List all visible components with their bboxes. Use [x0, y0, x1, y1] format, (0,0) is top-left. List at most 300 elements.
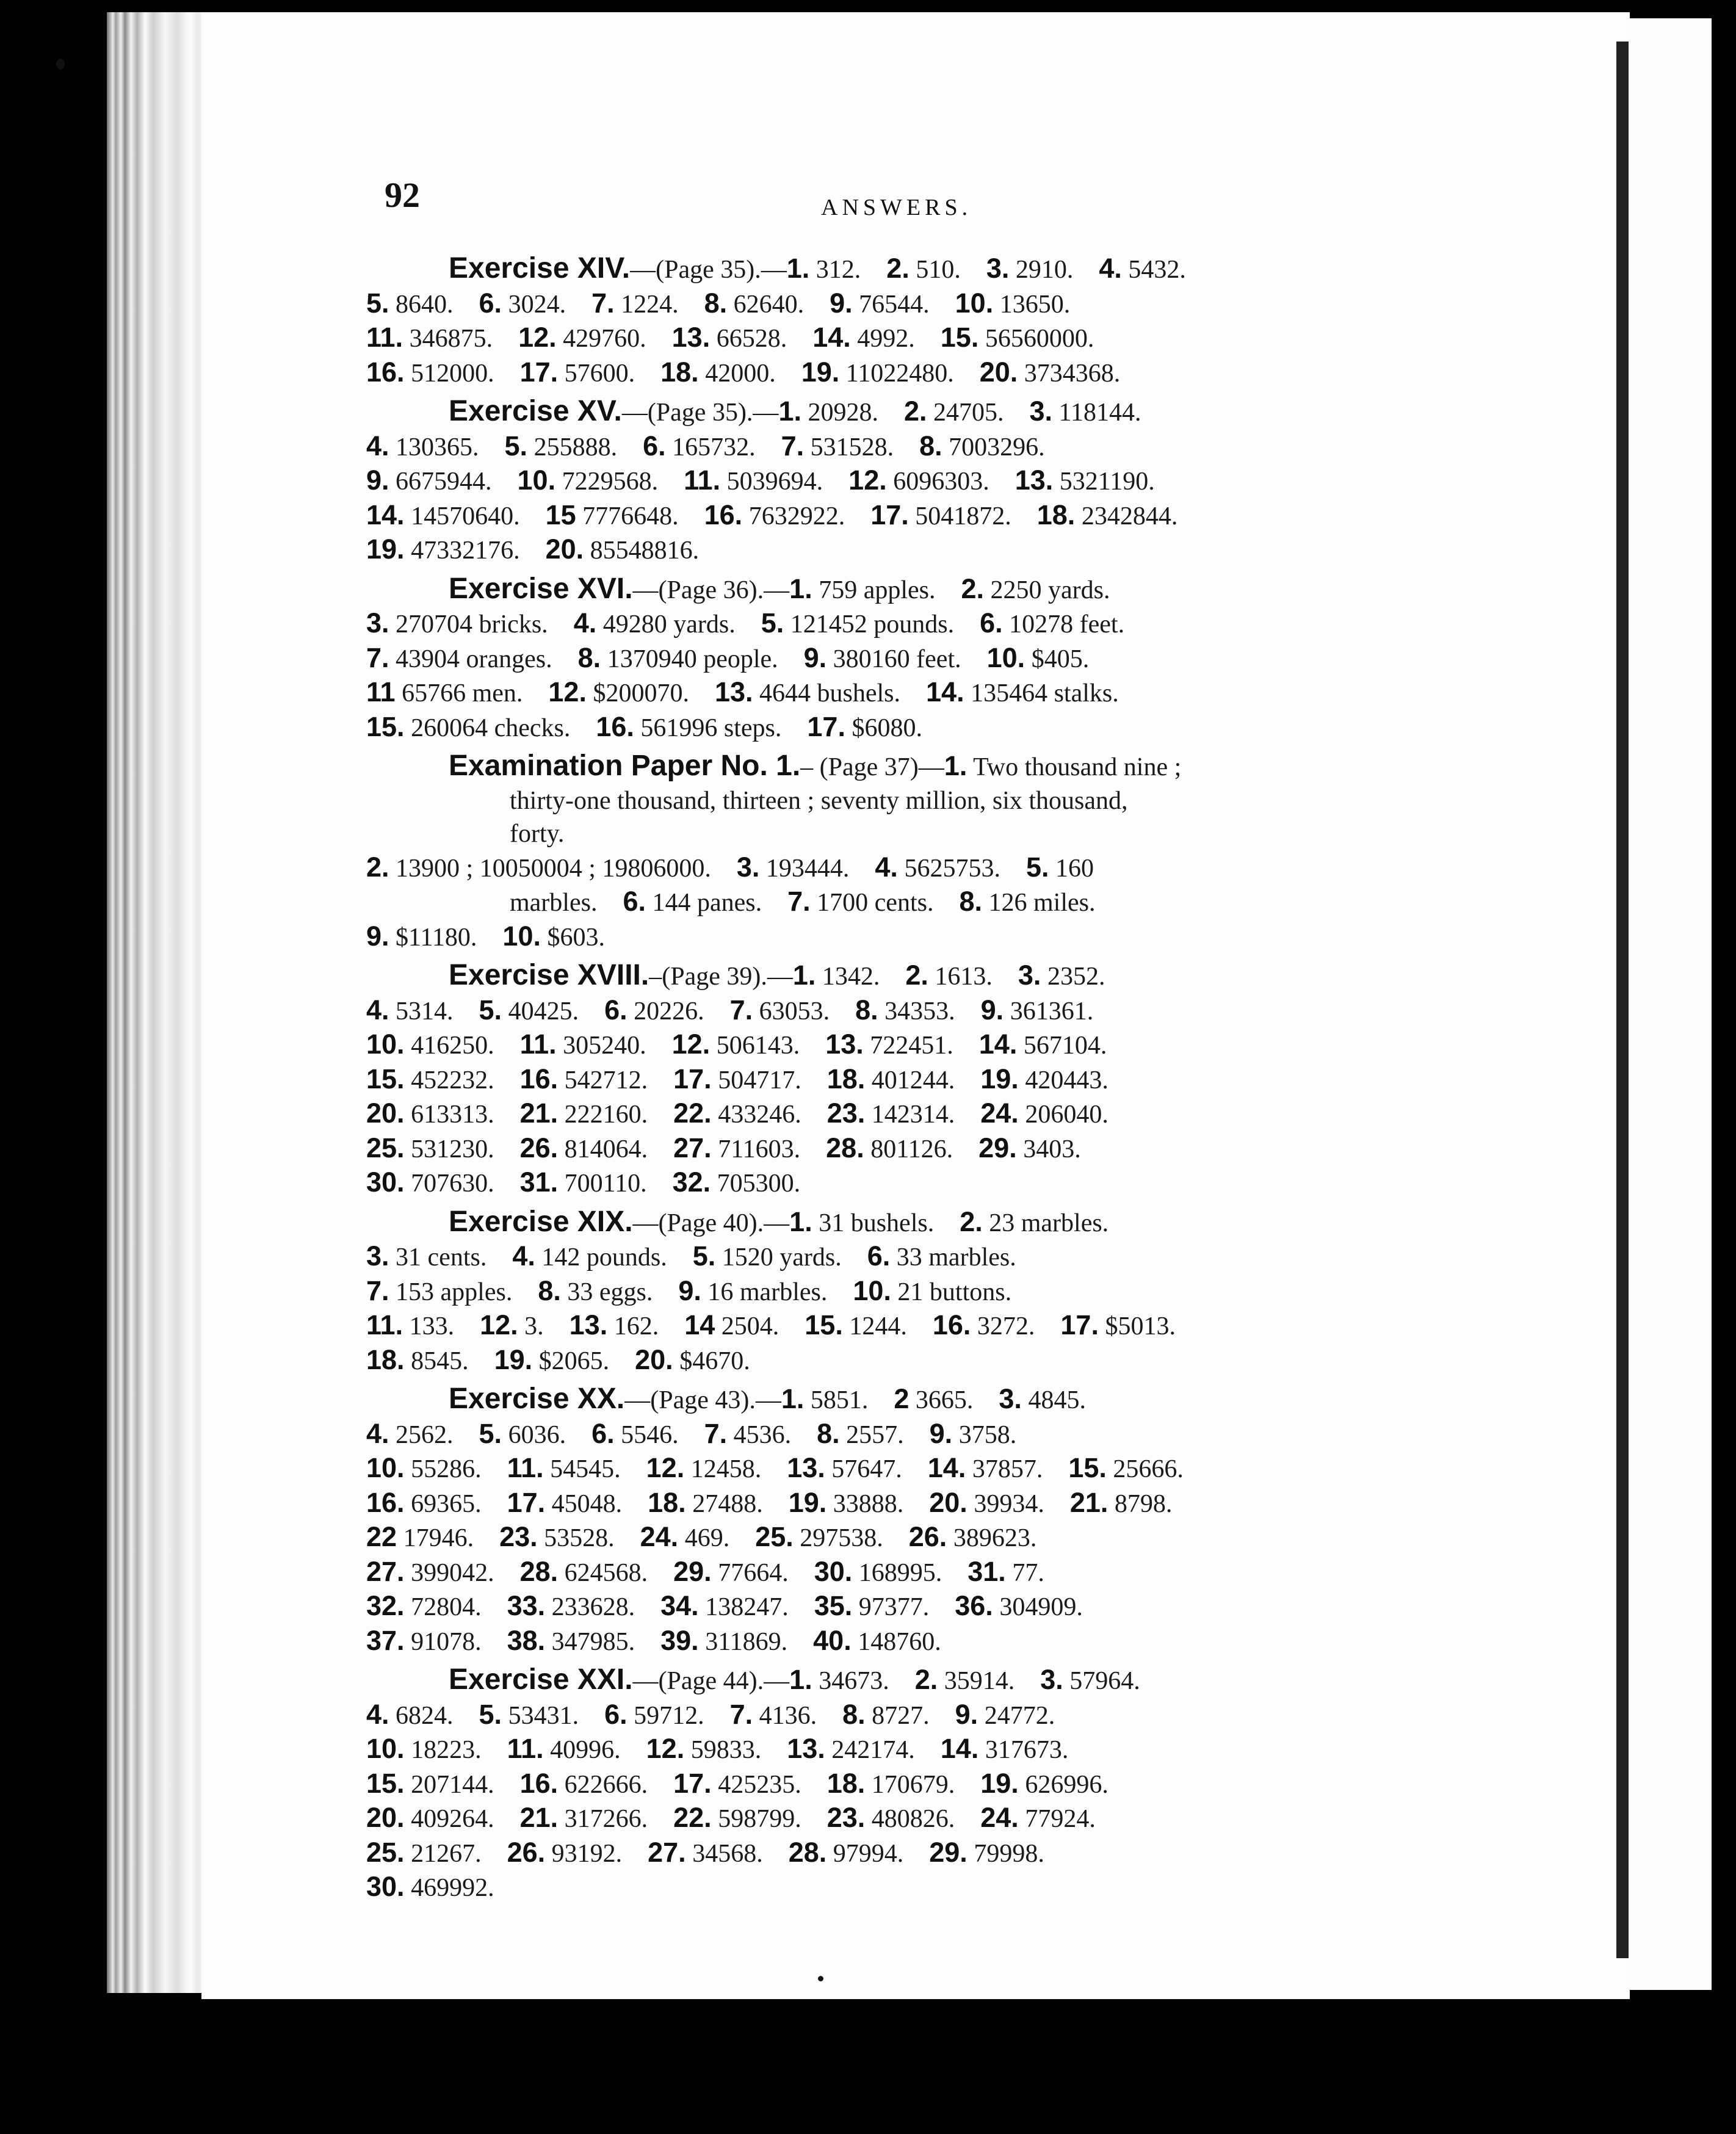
answer-value: 207144. [411, 1770, 494, 1799]
answer-value: 138247. [705, 1593, 789, 1621]
answer-value: 5546. [621, 1420, 679, 1449]
answer-value: 25666. [1113, 1455, 1184, 1483]
answer-number: 9. [830, 287, 853, 319]
answer-value: 165732. [672, 433, 756, 461]
page-reference: —(Page 35).— [621, 399, 779, 427]
exercise-section [366, 959, 1502, 1201]
exercise-title: Exercise XVIII. [449, 959, 649, 991]
answer-line [366, 1555, 1502, 1590]
answer-number: 20. [635, 1344, 673, 1375]
answer-value: 93192. [551, 1839, 623, 1868]
answer-number: 16. [366, 356, 405, 388]
answer-number: 18. [826, 1063, 866, 1094]
answer-value: $6080. [852, 714, 922, 742]
answer-value: 705300. [717, 1170, 801, 1198]
answer-line [366, 750, 1502, 784]
answer-number: 3. [366, 1240, 389, 1271]
answer-value: 2910. [1015, 256, 1074, 284]
answer-number: 9. [929, 1417, 953, 1449]
answer-number: 15. [805, 1309, 843, 1340]
answer-value: 97377. [858, 1593, 930, 1621]
answer-value: 801126. [870, 1135, 953, 1163]
answer-value: 6036. [508, 1420, 566, 1449]
answer-value: 11022480. [845, 359, 954, 388]
answer-value: 1342. [822, 963, 880, 991]
answer-number: 26. [519, 1132, 559, 1163]
answer-line [366, 1836, 1502, 1871]
answer-number: 2. [905, 960, 928, 991]
answer-value: 16 marbles. [707, 1278, 828, 1306]
answer-number: 20. [366, 1098, 405, 1129]
answer-line [366, 676, 1502, 711]
answer-number: 5. [479, 1698, 502, 1730]
answer-value: 317266. [564, 1805, 648, 1833]
answer-value: 4992. [857, 325, 915, 353]
answer-number: 19. [980, 1063, 1019, 1094]
answer-value: 361361. [1010, 997, 1094, 1025]
answer-line [366, 1028, 1502, 1063]
answer-number: 11 [366, 676, 396, 707]
answer-number: 20. [929, 1486, 967, 1518]
answers-content [366, 247, 1502, 1905]
answer-value: 469992. [411, 1874, 494, 1902]
exercise-title: Exercise XXI. [449, 1663, 633, 1696]
answer-value: 153 apples. [396, 1278, 513, 1306]
answer-number: 29. [673, 1555, 712, 1587]
answer-value: 8798. [1114, 1489, 1173, 1518]
answer-line [366, 1767, 1502, 1802]
answer-number: 13. [825, 1029, 864, 1060]
answer-value: 317673. [985, 1736, 1069, 1764]
answer-value: 160 [1055, 854, 1094, 883]
answer-number: 6. [591, 1417, 615, 1449]
answer-line [366, 356, 1502, 391]
answer-value: 57964. [1069, 1667, 1140, 1695]
answer-value: $5013. [1105, 1312, 1176, 1340]
answer-value: 133. [409, 1312, 455, 1340]
answer-line [366, 1698, 1502, 1733]
answer-number: 7. [704, 1417, 728, 1449]
answer-line [366, 994, 1502, 1029]
answer-value: 42000. [705, 359, 776, 388]
answer-value: 542712. [564, 1066, 648, 1094]
answer-number: 10. [366, 1029, 405, 1060]
answer-number: 13. [714, 676, 753, 707]
answer-number: 6. [604, 994, 627, 1025]
answer-value: 40425. [508, 997, 579, 1025]
answer-number: 16. [932, 1309, 971, 1340]
answer-line [366, 1383, 1502, 1417]
answer-number: 16. [366, 1486, 405, 1518]
answer-value: 3. [524, 1312, 544, 1340]
answer-value: 31 bushels. [819, 1209, 935, 1237]
answer-line [366, 1097, 1502, 1132]
answer-value: 7003296. [949, 433, 1045, 461]
answer-number: 21. [519, 1098, 559, 1129]
answer-number: 31. [967, 1555, 1006, 1587]
answer-value: 504717. [718, 1066, 801, 1094]
answer-value: 3665. [915, 1386, 974, 1414]
answer-value: 260064 checks. [411, 714, 571, 742]
answer-value: 55286. [411, 1455, 482, 1483]
answer-value: 255888. [533, 433, 618, 461]
answer-value: $405. [1031, 645, 1090, 673]
answer-number: 14. [978, 1029, 1018, 1060]
answer-value: 162. [613, 1312, 659, 1340]
answer-value: 425235. [718, 1770, 801, 1799]
answer-number: 15. [366, 711, 405, 742]
answer-value: 24772. [984, 1701, 1055, 1730]
answer-value: 512000. [411, 359, 494, 388]
answer-number: 17. [673, 1767, 712, 1799]
answer-number: 5. [366, 287, 389, 319]
answer-number: 25. [366, 1132, 405, 1163]
answer-number: 22 [366, 1521, 397, 1552]
answer-value: 4136. [759, 1701, 817, 1730]
answer-value: 18223. [411, 1736, 482, 1764]
answer-number: 30. [366, 1166, 405, 1198]
answer-value: 65766 men. [402, 679, 523, 707]
answer-value: 126 miles. [988, 889, 1096, 917]
answer-value: 13900 ; 10050004 ; 19806000. [396, 854, 711, 883]
answer-number: 9. [803, 642, 827, 673]
answer-value: 77924. [1025, 1805, 1096, 1833]
answer-number: 12. [548, 676, 587, 707]
answer-value: 561996 steps. [640, 714, 782, 742]
answer-value: 7776648. [582, 502, 679, 530]
answer-number: 24. [640, 1521, 679, 1552]
answer-number: 35. [814, 1590, 853, 1621]
answer-value: 57600. [564, 359, 635, 388]
answer-value: 346875. [409, 325, 493, 353]
answer-value: 14570640. [411, 502, 520, 530]
answer-number: 3. [1040, 1664, 1063, 1695]
answer-number: 2. [960, 1206, 983, 1237]
answer-value: 2250 yards. [990, 576, 1110, 604]
answer-number: 5. [761, 607, 784, 638]
answer-number: 11. [519, 1029, 557, 1060]
answer-value: 2504. [721, 1312, 779, 1340]
answer-number: 13. [1014, 465, 1054, 496]
answer-value: 24705. [933, 399, 1004, 427]
answer-number: 37. [366, 1624, 405, 1656]
answer-value: 814064. [564, 1135, 648, 1163]
answer-value: 56560000. [985, 325, 1094, 353]
answer-number: 15. [366, 1063, 405, 1094]
answer-number: 12. [671, 1029, 711, 1060]
answer-value: 1613. [935, 963, 993, 991]
answer-line [366, 1063, 1502, 1098]
answer-number: 6. [479, 287, 502, 319]
answer-number: 4. [512, 1240, 535, 1271]
answer-value: 420443. [1025, 1066, 1109, 1094]
answer-number: 4. [875, 851, 898, 883]
answer-line [366, 1275, 1502, 1309]
answer-number: 8. [919, 430, 942, 461]
answer-number: 1. [781, 1383, 805, 1414]
answer-value: 233628. [551, 1593, 635, 1621]
page-reference: —(Page 43).— [624, 1386, 781, 1414]
answer-number: 19. [801, 356, 840, 388]
answer-number: 14 [684, 1309, 715, 1340]
answer-line [366, 464, 1502, 499]
answer-value: 531528. [810, 433, 894, 461]
answer-value: 27488. [692, 1489, 763, 1518]
answer-number: 11. [366, 322, 403, 353]
answer-value: 5432. [1128, 256, 1186, 284]
answer-value: $11180. [396, 923, 477, 952]
answer-number: 7. [591, 287, 615, 319]
answer-number: 15. [1068, 1452, 1107, 1483]
page-reference: – (Page 37)— [800, 753, 944, 781]
answer-value: 305240. [563, 1032, 646, 1060]
answer-number: 16. [704, 499, 743, 530]
answer-value: 1520 yards. [722, 1243, 842, 1271]
answer-number: 18. [366, 1344, 405, 1375]
answer-value: 1224. [621, 290, 679, 319]
answer-number: 1. [792, 960, 816, 991]
answer-value: 8545. [411, 1347, 469, 1375]
answer-number: 14. [927, 1452, 966, 1483]
answer-value: Two thousand nine ; [973, 753, 1182, 781]
answer-line [366, 499, 1502, 534]
answer-number: 7. [729, 994, 753, 1025]
answer-number: 6. [867, 1240, 891, 1271]
answer-number: 12. [646, 1452, 685, 1483]
answer-value: 168995. [858, 1558, 942, 1587]
answer-number: 12. [480, 1309, 518, 1340]
answer-value: 20226. [634, 997, 704, 1025]
answer-number: 10. [955, 287, 994, 319]
answer-value: 5039694. [726, 468, 823, 496]
answer-value: 8727. [872, 1701, 930, 1730]
answer-number: 8. [959, 886, 982, 917]
answer-number: 21. [519, 1802, 559, 1833]
answer-value: 312. [816, 256, 861, 284]
answer-value: 506143. [716, 1032, 800, 1060]
answer-value: 13650. [999, 290, 1071, 319]
answer-number: 3. [736, 851, 760, 883]
answer-number: 7. [781, 430, 805, 461]
answer-line [366, 607, 1502, 642]
answer-value: marbles. [510, 889, 598, 917]
answer-value: 66528. [716, 325, 787, 353]
answer-line [366, 1417, 1502, 1452]
answer-value: 3024. [508, 290, 566, 319]
answer-number: 6. [623, 886, 646, 917]
answer-value: 21267. [411, 1839, 482, 1868]
answer-value: 37857. [972, 1455, 1043, 1483]
answer-number: 22. [673, 1802, 712, 1833]
answer-number: 11. [507, 1733, 544, 1764]
answer-number: 2. [914, 1664, 938, 1695]
answer-number: 9. [366, 465, 389, 496]
answer-number: 4. [1099, 253, 1122, 284]
answer-number: 28. [826, 1132, 864, 1163]
page-reference: —(Page 35).— [630, 256, 787, 284]
answer-line [366, 851, 1502, 886]
answer-value: 707630. [411, 1170, 494, 1198]
answer-line [366, 817, 1502, 851]
answer-value: 135464 stalks. [971, 679, 1119, 707]
answer-value: 626996. [1025, 1770, 1109, 1799]
answer-value: 6675944. [396, 468, 492, 496]
answer-number: 25. [755, 1521, 794, 1552]
answer-number: 24. [980, 1098, 1019, 1129]
answer-value: 4845. [1028, 1386, 1086, 1414]
answer-number: 3. [1018, 960, 1041, 991]
answer-line [366, 1452, 1502, 1486]
answer-number: 5. [1025, 851, 1049, 883]
answer-value: 389623. [953, 1524, 1037, 1552]
answer-line [366, 321, 1502, 356]
answer-value: 2557. [846, 1420, 904, 1449]
answer-value: 5314. [396, 997, 454, 1025]
answer-number: 7. [366, 642, 389, 673]
answer-value: 144 panes. [652, 889, 762, 917]
answer-value: 206040. [1025, 1101, 1109, 1129]
exercise-section [366, 1383, 1502, 1658]
answer-number: 11. [684, 465, 721, 496]
answer-value: 57647. [831, 1455, 902, 1483]
answer-number: 24. [980, 1802, 1019, 1833]
answer-number: 4. [366, 994, 389, 1025]
answer-value: 72804. [411, 1593, 482, 1621]
answer-value: 77. [1012, 1558, 1044, 1587]
answer-value: 7229568. [562, 468, 659, 496]
answer-value: 85548816. [590, 537, 700, 565]
answer-value: 45048. [551, 1489, 623, 1518]
answer-value: 3403. [1023, 1135, 1081, 1163]
answer-value: 3758. [958, 1420, 1017, 1449]
answer-line [366, 1732, 1502, 1767]
answer-number: 1. [789, 1206, 812, 1237]
answer-number: 11. [366, 1309, 403, 1340]
answer-number: 29. [978, 1132, 1017, 1163]
answer-value: 510. [916, 256, 961, 284]
answer-value: 76544. [859, 290, 930, 319]
exercise-title: Exercise XX. [449, 1383, 625, 1415]
answer-value: 20928. [808, 399, 878, 427]
answer-number: 11. [507, 1452, 544, 1483]
answer-number: 30. [366, 1871, 405, 1902]
answer-number: 3. [986, 253, 1010, 284]
answer-number: 14. [366, 499, 405, 530]
answer-number: 8. [538, 1275, 561, 1306]
page-number: 92 [385, 175, 420, 215]
gutter-shadow [1616, 42, 1629, 1958]
answer-number: 1. [944, 750, 967, 781]
answer-number: 23. [499, 1521, 538, 1552]
answer-value: 118144. [1058, 399, 1141, 427]
answer-number: 8. [842, 1698, 866, 1730]
answer-line [366, 1166, 1502, 1201]
page-reference: –(Page 39).— [649, 963, 793, 991]
answer-number: 5. [504, 430, 528, 461]
answer-value: 53431. [508, 1701, 579, 1730]
answer-line [366, 784, 1502, 818]
answer-value: 33 marbles. [896, 1243, 1016, 1271]
page-reference: —(Page 40).— [632, 1209, 790, 1237]
answer-line [366, 959, 1502, 994]
answer-value: 53528. [544, 1524, 615, 1552]
answer-value: $2065. [538, 1347, 610, 1375]
answer-line [366, 1240, 1502, 1275]
answer-number: 22. [673, 1098, 712, 1129]
answer-value: 624568. [564, 1558, 648, 1587]
answer-number: 38. [507, 1624, 546, 1656]
answer-line [366, 1309, 1502, 1344]
answer-number: 1. [786, 253, 810, 284]
answer-value: 242174. [831, 1736, 915, 1764]
answer-number: 5. [692, 1240, 716, 1271]
answer-value: 416250. [411, 1032, 494, 1060]
answer-value: $603. [547, 923, 605, 952]
answer-number: 18. [1036, 499, 1076, 530]
answer-line [366, 1486, 1502, 1521]
answer-value: 1370940 people. [607, 645, 778, 673]
answer-number: 4. [366, 1698, 389, 1730]
answer-number: 10. [366, 1452, 405, 1483]
answer-number: 19. [494, 1344, 533, 1375]
answer-value: 409264. [411, 1805, 494, 1833]
answer-number: 9. [678, 1275, 701, 1306]
answer-number: 5. [479, 994, 502, 1025]
answer-value: 2342844. [1081, 502, 1178, 530]
answer-value: 21 buttons. [897, 1278, 1012, 1306]
answer-value: 54545. [550, 1455, 621, 1483]
answer-line [366, 711, 1502, 745]
answer-number: 6. [643, 430, 666, 461]
answer-number: 17. [673, 1063, 712, 1094]
answer-number: 8. [704, 287, 728, 319]
answer-number: 26. [908, 1521, 947, 1552]
exercise-section [366, 750, 1502, 954]
answer-number: 10. [502, 920, 541, 952]
answer-number: 1. [789, 1664, 812, 1695]
answer-number: 14. [926, 676, 964, 707]
answer-value: 4644 bushels. [759, 679, 901, 707]
answer-value: 34673. [819, 1667, 889, 1695]
answer-number: 2. [903, 396, 927, 427]
answer-number: 27. [673, 1132, 712, 1163]
answer-value: 2562. [396, 1420, 454, 1449]
answer-number: 13. [787, 1733, 825, 1764]
answer-number: 10. [986, 642, 1025, 673]
page-reference: —(Page 36).— [632, 576, 790, 604]
answer-number: 18. [648, 1486, 686, 1518]
answer-number: 32. [366, 1590, 405, 1621]
answer-number: 16. [596, 711, 634, 742]
answer-value: 347985. [551, 1627, 635, 1656]
answer-line [366, 1801, 1502, 1836]
answer-line [366, 1344, 1502, 1378]
answer-value: 5851. [810, 1386, 869, 1414]
exercise-title: Exercise XIX. [449, 1205, 633, 1238]
answer-value: 10278 feet. [1009, 610, 1125, 638]
answer-line [366, 1870, 1502, 1905]
answer-line [366, 1624, 1502, 1659]
answer-value: 429760. [563, 325, 646, 353]
answer-value: $4670. [679, 1347, 750, 1375]
answer-line [366, 1206, 1502, 1240]
answer-line [366, 885, 1502, 920]
answer-value: thirty-one thousand, thirteen ; seventy million, six thousand, [510, 786, 1128, 815]
answer-value: 17946. [403, 1524, 474, 1552]
answer-line [366, 642, 1502, 676]
answer-value: 6824. [396, 1701, 454, 1730]
answer-number: 20. [979, 356, 1018, 388]
